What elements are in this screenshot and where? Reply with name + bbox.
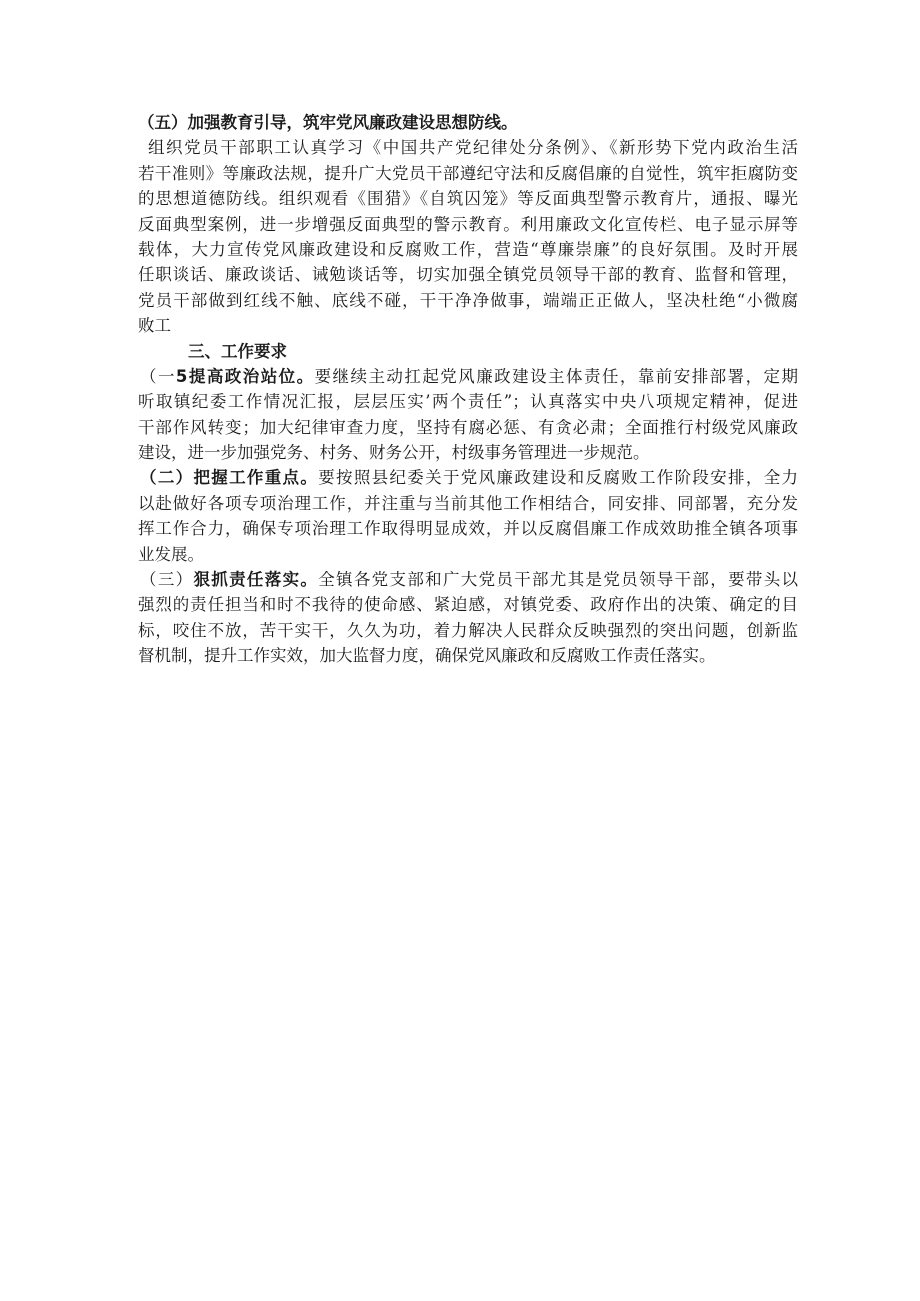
section-5-heading: （五）加强教育引导，筑牢党风廉政建设思想防线。: [138, 113, 518, 132]
item-2-line: 挥工作合力，确保专项治理工作取得明显成效，并以反腐倡廉工作成效助推全镇各项事: [138, 519, 798, 539]
section-5-line: 组织党员干部职工认真学习《中国共产党纪律处分条例》、《新形势下党内政治生活: [148, 138, 798, 158]
item-3-line: 强烈的责任担当和时不我待的使命感、紧迫感，对镇党委、政府作出的决策、确定的目: [138, 595, 798, 615]
item-2-first-rest: 要按照县纪委关于党风廉政建设和反腐败工作阶段安排，全力: [318, 468, 799, 488]
item-1-line: 听取镇纪委工作情况汇报，层层压实’两个责任”；认真落实中央八项规定精神，促进: [138, 392, 798, 412]
item-2-line: 以赴做好各项专项治理工作，并注重与当前其他工作相结合，同安排、同部署，充分发: [138, 493, 798, 513]
item-3-line: 标，咬住不放，苦干实干，久久为功，着力解决人民群众反映强烈的突出问题，创新监: [138, 620, 798, 640]
section-5-line: 载体，大力宣传党风廉政建设和反腐败工作，营造“尊廉崇廉”的良好氛围。及时开展: [138, 239, 798, 259]
item-3-title: 狠抓责任落实。: [193, 570, 319, 590]
item-1-first-rest: 要继续主动扛起党风廉政建设主体责任，靠前安排部署，定期: [314, 366, 799, 386]
item-2-first-line: [138, 465, 798, 490]
section-5-line: 若干准则》等廉政法规，提升广大党员干部遵纪守法和反腐倡廉的自觉性，筑牢拒腐防变: [138, 163, 798, 183]
section-5-line: 的思想道德防线。组织观看《围猎》《自筑囚笼》等反面典型警示教育片，通报、曝光: [138, 189, 798, 209]
section-5-line: 败工: [138, 316, 171, 336]
section-5-line: 任职谈话、廉政谈话、诫勉谈话等，切实加强全镇党员领导干部的教育、监督和管理，: [138, 265, 798, 285]
item-1-line: 干部作风转变；加大纪律审查力度，坚持有腐必惩、有贪必肃；全面推行村级党风廉政: [138, 417, 798, 437]
document-page: [138, 110, 798, 669]
item-2-title: （二）把握工作重点。: [140, 468, 319, 488]
item-1-first-line: [138, 364, 798, 389]
section-5-line: 反面典型案例，进一步增强反面典型的警示教育。利用廉政文化宣传栏、电子显示屏等: [138, 214, 798, 234]
item-3-prefix: （三）: [140, 570, 194, 590]
item-3-first-rest: 全镇各党支部和广大党员干部尤其是党员领导干部，要带头以: [318, 570, 799, 590]
section-3-heading: 三、工作要求: [188, 341, 287, 361]
item-1-title: 5提高政治站位。: [175, 366, 315, 386]
item-3-first-line: [138, 567, 798, 592]
item-1-line: 建设，进一步加强党务、村务、财务公开，村级事务管理进一步规范。: [138, 443, 650, 463]
item-1-prefix: （一: [140, 366, 176, 386]
item-3-line: 督机制，提升工作实效，加大监督力度，确保党风廉政和反腐败工作责任落实。: [138, 646, 716, 666]
section-5-line: 党员干部做到红线不触、底线不碰，干干净净做事，端端正正做人，坚决杜绝“小微腐: [138, 290, 798, 310]
item-2-line: 业发展。: [138, 544, 204, 564]
